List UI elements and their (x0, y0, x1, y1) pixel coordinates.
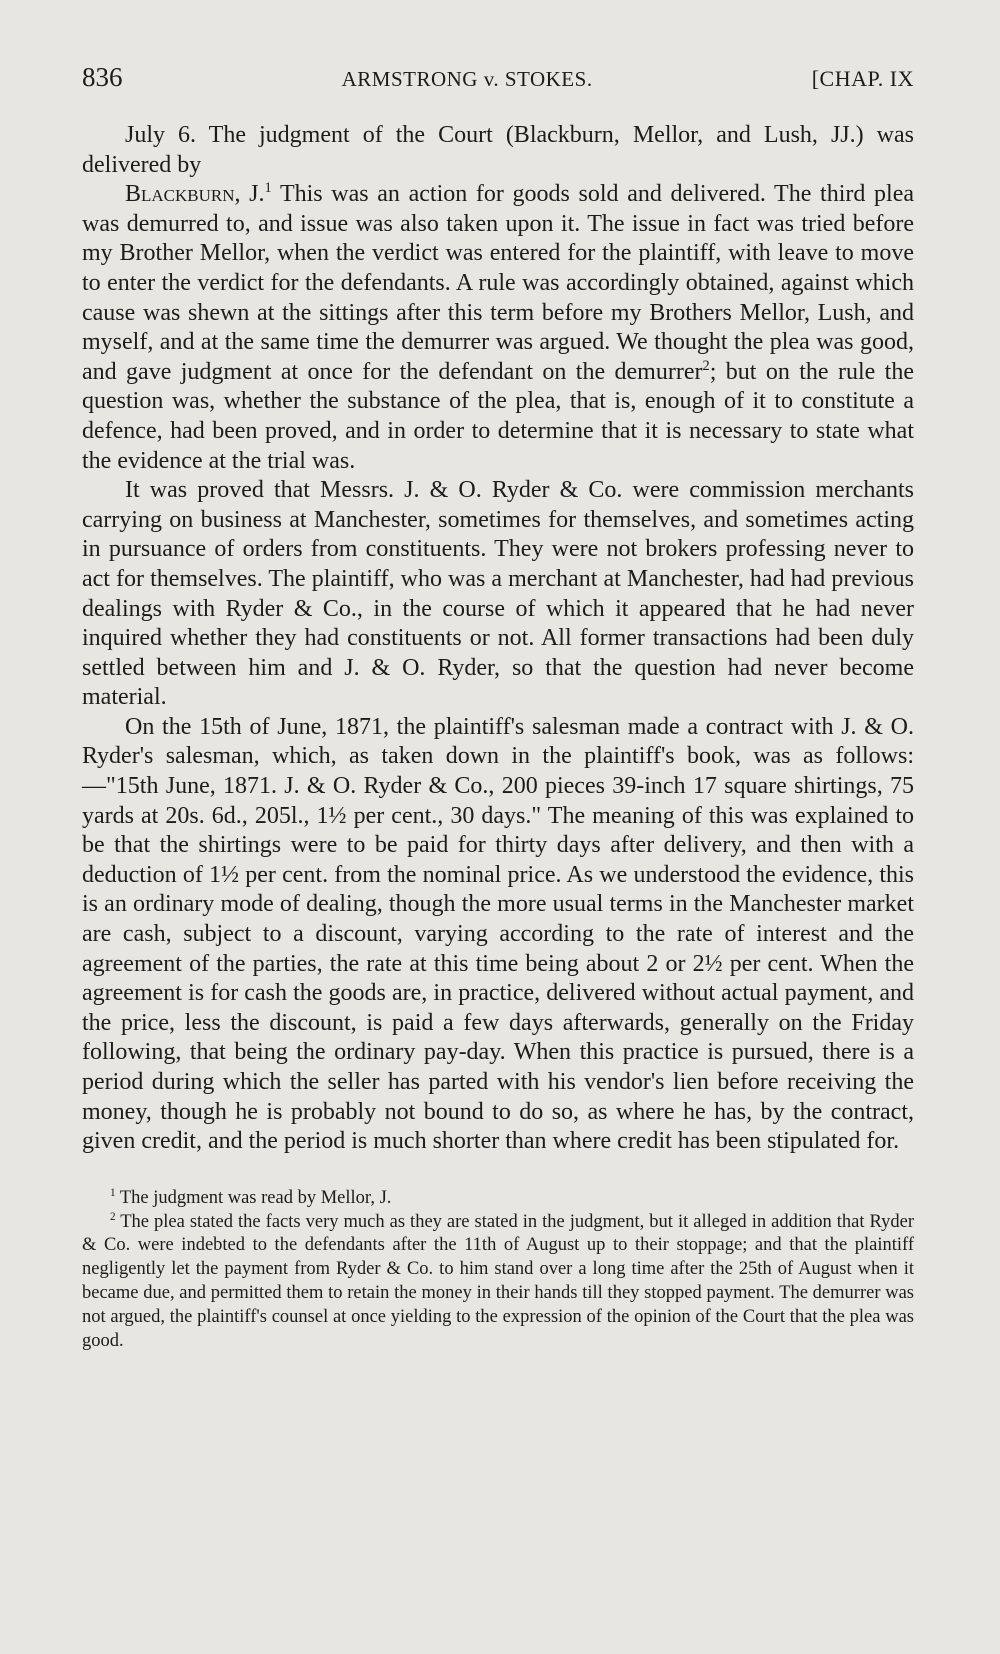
footnote-2 (82, 1211, 914, 1354)
judge-name: Blackburn, J. (125, 181, 265, 208)
footnote-mark: 1 (110, 1186, 116, 1199)
footnote-1 (82, 1187, 914, 1211)
body-text (82, 121, 914, 1157)
paragraph-ryder-facts: It was proved that Messrs. J. & O. Ryder & Co. were commission merchants carrying on business at Manchester, sometimes for themselves, and sometimes acting in pursuance of orders from constituents. They were not brokers professing never to act for themselves. The plaintiff, who was a merchant at Manchester, had had previous dealings with Ryder & Co., in the course of which it appeared that he had never inquired whether they had constituents or not. All former transactions had been duly settled between him and J. & O. Ryder, so that the question had never become material. (82, 477, 914, 711)
footnote-ref-2: 2 (702, 357, 710, 374)
running-head (82, 62, 914, 93)
footnote-text: The plea stated the facts very much as they are stated in the judgment, but it alleged in addition that Ryder & Co. were indebted to the defendants after the 11th of August up to their stoppage; and that the plaintiff negligently let the payment from Ryder & Co. to him stand over a long time after the 25th of August when it became due, and permitted them to retain the money in their hands till they stopped payment. The demurrer was not argued, the plaintiff's counsel at once yielding to the expression of the opinion of the Court that the plea was good. (82, 1211, 914, 1351)
paragraph-blackburn-opinion (82, 180, 914, 476)
footnotes (82, 1187, 914, 1354)
chapter-label: [CHAP. IX (811, 66, 914, 91)
footnote-ref-1: 1 (264, 180, 272, 197)
footnote-text: The judgment was read by Mellor, J. (115, 1187, 392, 1208)
paragraph-date-intro: July 6. The judgment of the Court (Blackburn, Mellor, and Lush, JJ.) was delivered by (82, 122, 914, 178)
paragraph-text: This was an action for goods sold and delivered. The third plea was demurred to, and issue was also taken upon it. The issue in fact was tried before my Brother Mellor, when the verdict was entered for the plaintiff, with leave to move to enter the verdict for the defendants. A rule was accordingly obtained, against which cause was shewn at the sittings after this term before my Brothers Mellor, Lush, and myself, and at the same time the demurrer was argued. We thought the plea was good, and gave judgment at once for the defendant on the demurrer (82, 181, 914, 385)
running-title: ARMSTRONG v. STOKES. (341, 67, 593, 91)
paragraph-text: ; but on the rule the question was, whether the substance of the plea, that is, enough of it to constitute a defence, had been proved, and in order to determine that it is necessary to state what the evidence at the trial was. (82, 358, 914, 474)
page-number: 836 (82, 62, 123, 92)
footnote-mark: 2 (110, 1210, 116, 1223)
paragraph-contract: On the 15th of June, 1871, the plaintiff's salesman made a contract with J. & O. Ryder's salesman, which, as taken down in the plaintiff's book, was as follows:—"15th June, 1871. J. & O. Ryder & Co., 200 pieces 39-inch 17 square shirtings, 75 yards at 20s. 6d., 205l., 1½ per cent., 30 days." The meaning of this was explained to be that the shirtings were to be paid for thirty days after delivery, and then with a deduction of 1½ per cent. from the nominal price. As we understood the evidence, this is an ordinary mode of dealing, though the more usual terms in the Manchester market are cash, subject to a discount, varying according to the rate of interest and the agreement of the parties, the rate at this time being about 2 or 2½ per cent. When the agreement is for cash the goods are, in practice, delivered without actual payment, and the price, less the discount, is paid a few days afterwards, generally on the Friday following, that being the ordinary pay-day. When this practice is pursued, there is a period during which the seller has parted with his vendor's lien before receiving the money, though he is probably not bound to do so, as where he has, by the contract, given credit, and the period is much shorter than where credit has been stipulated for. (82, 713, 914, 1155)
